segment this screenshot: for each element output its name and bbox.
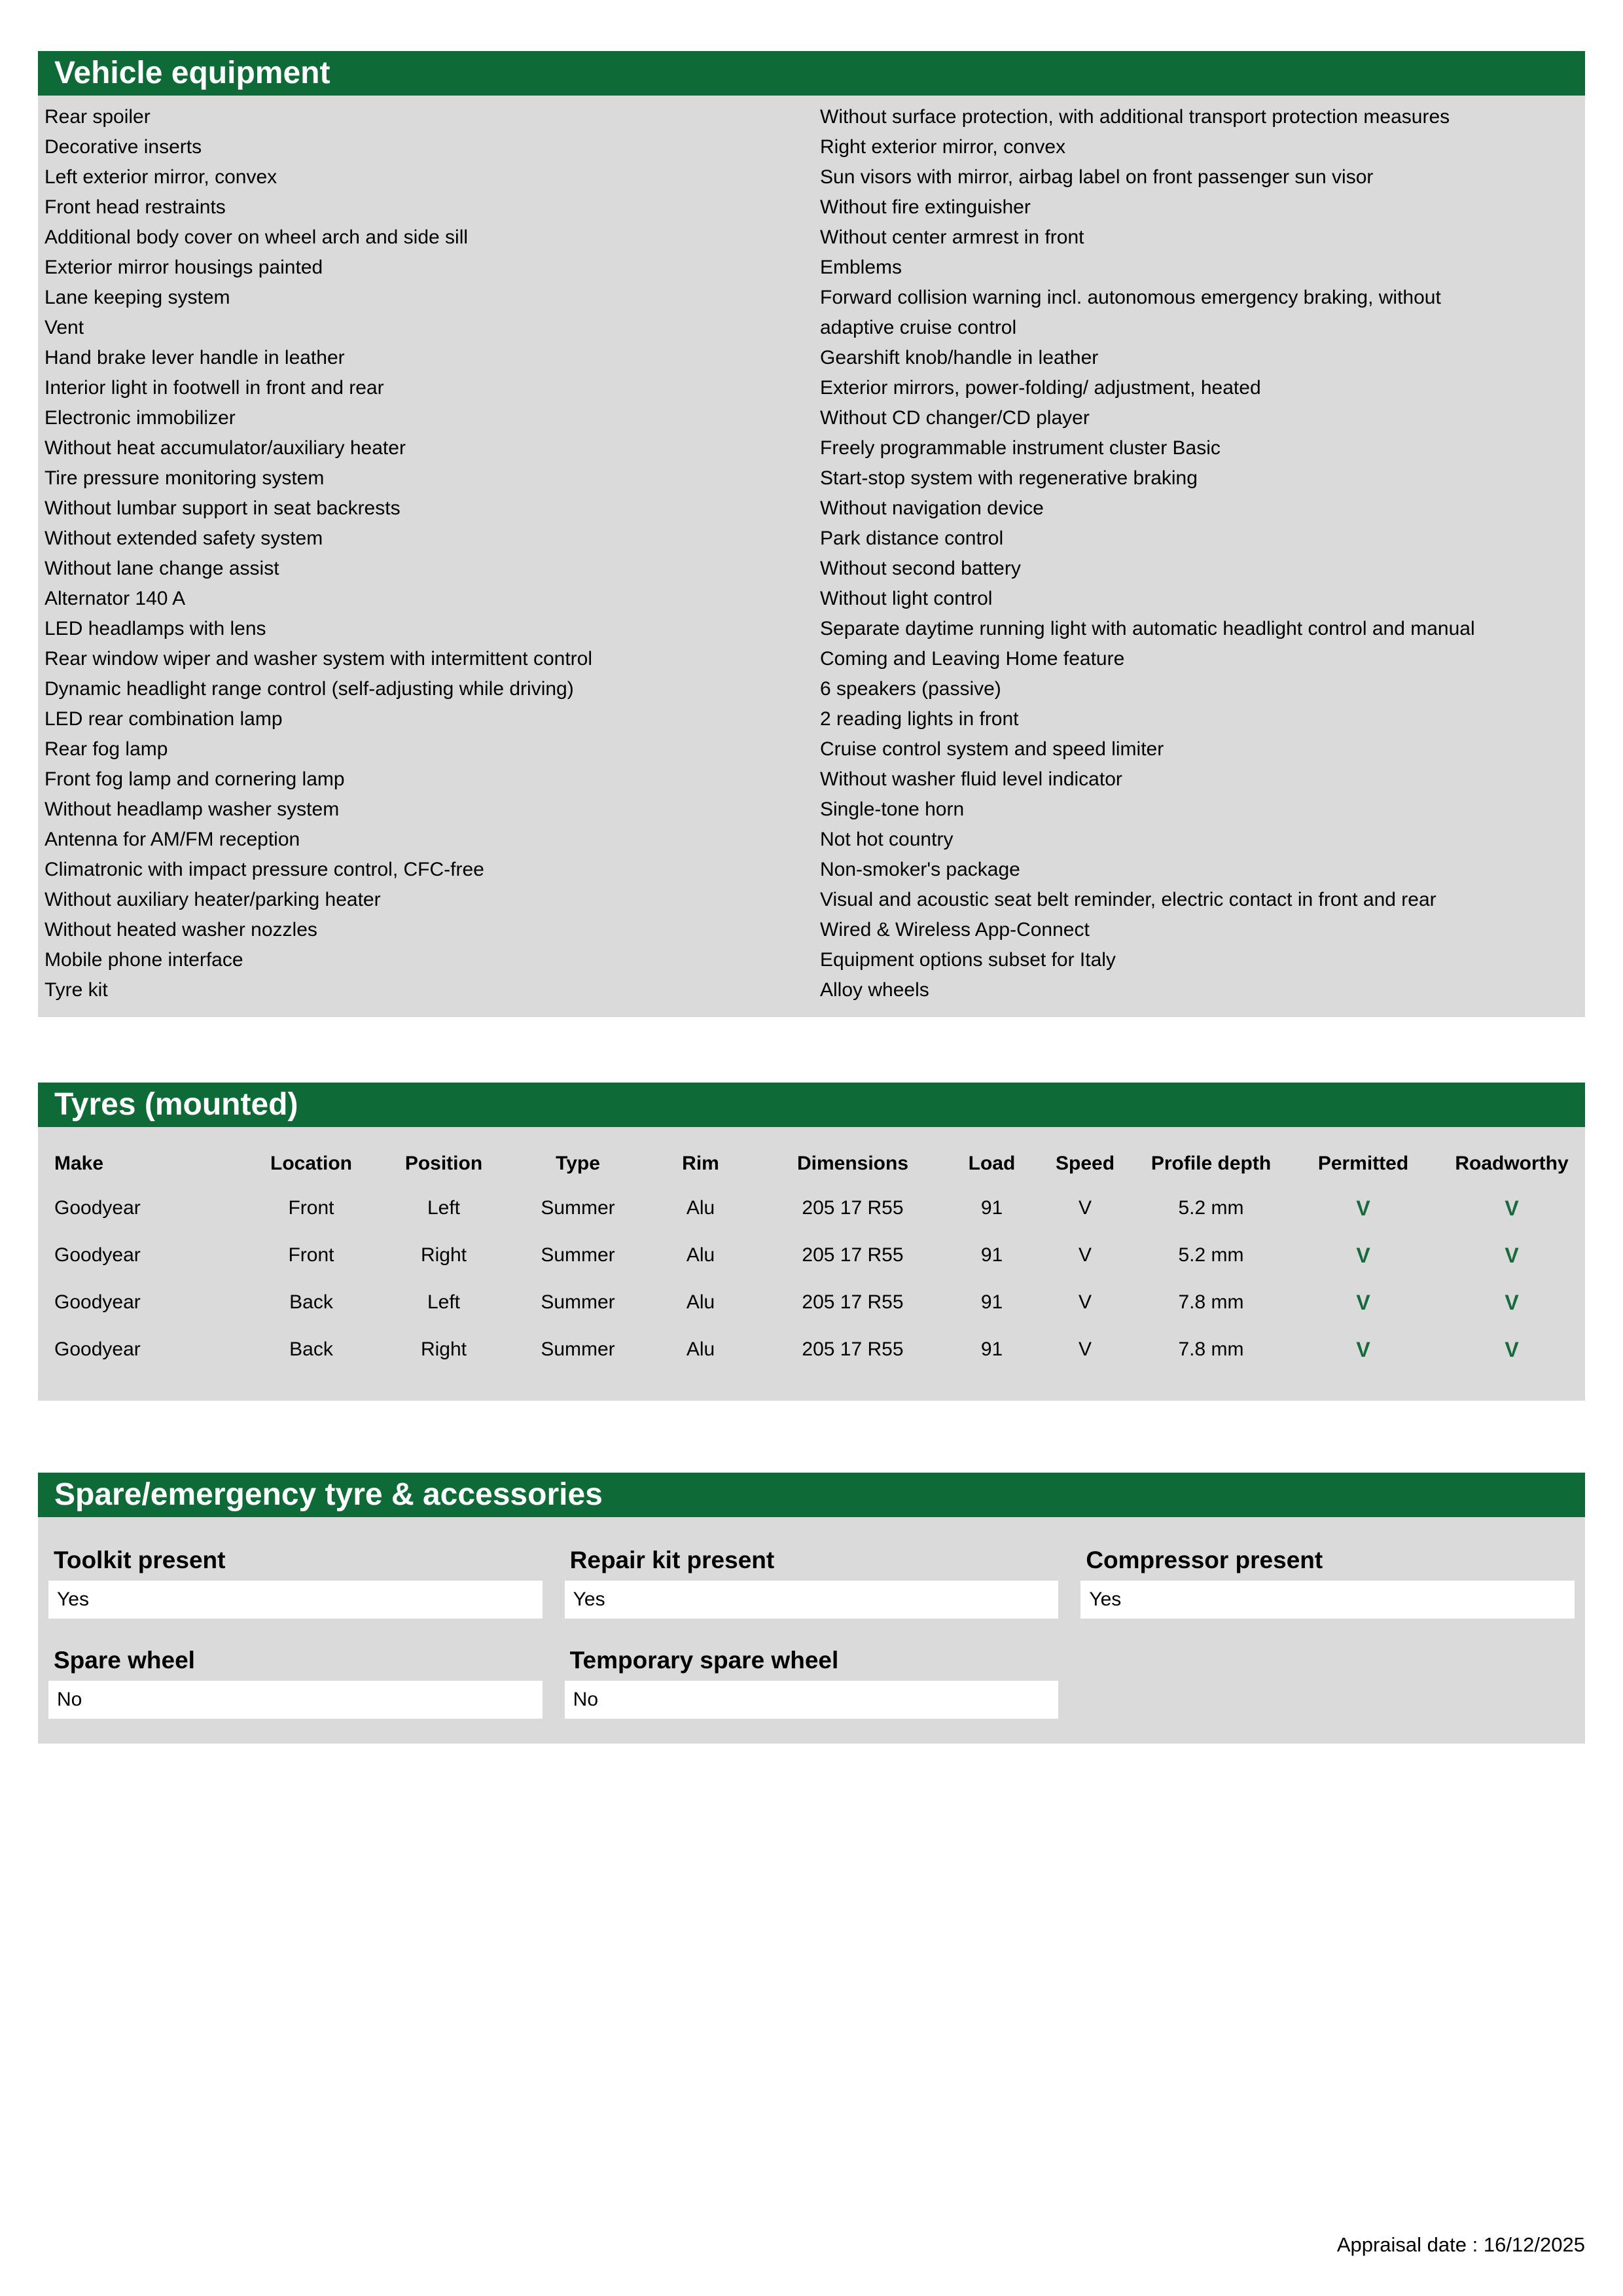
equipment-item: Without light control <box>820 588 993 609</box>
equipment-item: Dynamic headlight range control (self-adjusting while driving) <box>45 678 574 700</box>
tyre-roadworthy-check: V <box>1505 1196 1519 1220</box>
tyre-rim: Alu <box>686 1338 715 1360</box>
tyre-location: Back <box>289 1338 333 1360</box>
spare-field-value-box <box>48 1681 543 1719</box>
tyre-location: Front <box>288 1197 334 1219</box>
equipment-item: LED rear combination lamp <box>45 708 283 730</box>
spare-field-label: Compressor present <box>1086 1547 1323 1573</box>
tyres-column-header: Profile depth <box>1150 1153 1272 1174</box>
tyres-column-header: Position <box>404 1153 483 1174</box>
equipment-item: Electronic immobilizer <box>45 407 236 429</box>
tyre-roadworthy-check: V <box>1505 1337 1519 1361</box>
spare-field-value: Yes <box>573 1588 605 1610</box>
equipment-item: Exterior mirror housings painted <box>45 257 323 278</box>
tyre-dimensions: 205 17 R55 <box>802 1291 904 1313</box>
tyre-permitted-check: V <box>1356 1290 1370 1314</box>
tyre-dimensions: 205 17 R55 <box>802 1244 904 1266</box>
equipment-item: Rear spoiler <box>45 106 151 128</box>
equipment-item: Freely programmable instrument cluster Basic <box>820 437 1221 459</box>
equipment-item: Without second battery <box>820 558 1021 579</box>
tyre-make: Goodyear <box>54 1197 141 1219</box>
tyres-title: Tyres (mounted) <box>54 1087 298 1122</box>
equipment-item: Right exterior mirror, convex <box>820 136 1066 158</box>
tyre-rim: Alu <box>686 1291 715 1313</box>
equipment-item: Without lane change assist <box>45 558 279 579</box>
equipment-item: Without auxiliary heater/parking heater <box>45 889 381 910</box>
spare-field-value: No <box>573 1689 599 1710</box>
equipment-item: Non-smoker's package <box>820 859 1020 880</box>
equipment-item: Coming and Leaving Home feature <box>820 648 1125 670</box>
equipment-item: Left exterior mirror, convex <box>45 166 277 188</box>
equipment-item: Without extended safety system <box>45 528 323 549</box>
equipment-item: Interior light in footwell in front and rear <box>45 377 384 399</box>
equipment-item: Without heated washer nozzles <box>45 919 317 941</box>
spare-field <box>48 1646 543 1719</box>
equipment-item: Tyre kit <box>45 979 108 1001</box>
spare-field-value: Yes <box>1089 1588 1122 1610</box>
tyre-make: Goodyear <box>54 1291 141 1313</box>
tyre-dimensions: 205 17 R55 <box>802 1338 904 1360</box>
equipment-item: 6 speakers (passive) <box>820 678 1001 700</box>
tyre-rim: Alu <box>686 1244 715 1266</box>
equipment-item: Lane keeping system <box>45 287 230 308</box>
spare-field-label: Spare wheel <box>54 1647 195 1674</box>
tyre-position: Right <box>420 1244 467 1266</box>
equipment-item: Vent <box>45 317 84 338</box>
equipment-item: Climatronic with impact pressure control, CFC-free <box>45 859 484 880</box>
tyre-load: 91 <box>980 1338 1003 1360</box>
equipment-item: Mobile phone interface <box>45 949 243 971</box>
spare-tyre-title: Spare/emergency tyre & accessories <box>54 1477 603 1512</box>
tyre-profile-depth: 5.2 mm <box>1178 1244 1244 1266</box>
equipment-item: Sun visors with mirror, airbag label on front passenger sun visor <box>820 166 1374 188</box>
tyre-position: Left <box>427 1197 461 1219</box>
tyres-body <box>38 1127 1585 1401</box>
tyre-permitted-check: V <box>1356 1196 1370 1220</box>
spare-field-value-box <box>565 1681 1059 1719</box>
spare-field-value-box <box>48 1581 543 1619</box>
equipment-item: Without surface protection, with additional transport protection measures <box>820 106 1450 128</box>
vehicle-equipment-header <box>38 51 1585 96</box>
equipment-item: Without center armrest in front <box>820 226 1084 248</box>
tyre-roadworthy-check: V <box>1505 1290 1519 1314</box>
equipment-item: Front fog lamp and cornering lamp <box>45 768 345 790</box>
tyre-row <box>38 1326 1585 1373</box>
equipment-item: Wired & Wireless App-Connect <box>820 919 1090 941</box>
spare-field <box>565 1646 1059 1719</box>
equipment-item: Separate daytime running light with automatic headlight control and manual <box>820 618 1475 639</box>
spare-tyre-section <box>38 1473 1585 1744</box>
spare-tyre-body <box>38 1517 1585 1744</box>
equipment-item: Without navigation device <box>820 497 1044 519</box>
tyre-position: Right <box>420 1338 467 1360</box>
tyres-column-header: Load <box>968 1153 1016 1174</box>
tyre-permitted-check: V <box>1356 1337 1370 1361</box>
tyre-load: 91 <box>980 1291 1003 1313</box>
tyre-load: 91 <box>980 1244 1003 1266</box>
tyres-column-header: Rim <box>682 1153 719 1174</box>
equipment-item: Emblems <box>820 257 902 278</box>
tyres-rows <box>38 1185 1585 1373</box>
tyre-row <box>38 1279 1585 1326</box>
vehicle-equipment-title: Vehicle equipment <box>54 56 330 90</box>
tyres-header-row <box>38 1143 1585 1185</box>
equipment-item: Without heat accumulator/auxiliary heater <box>45 437 406 459</box>
tyre-location: Back <box>289 1291 333 1313</box>
spare-field-label: Toolkit present <box>54 1547 226 1573</box>
spare-field-value: No <box>57 1689 82 1710</box>
tyre-type: Summer <box>541 1244 615 1266</box>
equipment-item: Without lumbar support in seat backrests <box>45 497 401 519</box>
spare-field-value: Yes <box>57 1588 89 1610</box>
equipment-item: Alloy wheels <box>820 979 929 1001</box>
tyre-speed: V <box>1078 1197 1092 1219</box>
spare-field <box>48 1546 543 1619</box>
tyres-column-header: Location <box>270 1153 352 1174</box>
spare-field-label: Temporary spare wheel <box>569 1647 839 1674</box>
equipment-item: Antenna for AM/FM reception <box>45 829 300 850</box>
tyre-type: Summer <box>541 1197 615 1219</box>
vehicle-equipment-body <box>38 96 1585 1017</box>
tyre-make: Goodyear <box>54 1338 141 1360</box>
equipment-item: Without fire extinguisher <box>820 196 1031 218</box>
tyres-column-header: Make <box>54 1153 104 1174</box>
tyre-profile-depth: 7.8 mm <box>1178 1338 1244 1360</box>
equipment-item: Tire pressure monitoring system <box>45 467 325 489</box>
tyre-row <box>38 1232 1585 1279</box>
spare-field-value-box <box>565 1581 1059 1619</box>
equipment-item: Park distance control <box>820 528 1004 549</box>
tyres-table <box>38 1143 1585 1373</box>
tyre-roadworthy-check: V <box>1505 1243 1519 1267</box>
equipment-item: Exterior mirrors, power-folding/ adjustment, heated <box>820 377 1261 399</box>
tyre-profile-depth: 7.8 mm <box>1178 1291 1244 1313</box>
tyre-load: 91 <box>980 1197 1003 1219</box>
equipment-item: Rear fog lamp <box>45 738 168 760</box>
equipment-item: Decorative inserts <box>45 136 202 158</box>
tyre-profile-depth: 5.2 mm <box>1178 1197 1244 1219</box>
tyres-column-header: Type <box>556 1153 600 1174</box>
equipment-item: Hand brake lever handle in leather <box>45 347 345 368</box>
equipment-item: Without CD changer/CD player <box>820 407 1090 429</box>
tyres-header <box>38 1083 1585 1127</box>
equipment-item: Rear window wiper and washer system with intermittent control <box>45 648 592 670</box>
equipment-item: Cruise control system and speed limiter <box>820 738 1164 760</box>
spare-field-label: Repair kit present <box>569 1547 775 1573</box>
spare-field-value-box <box>1080 1581 1575 1619</box>
spare-field <box>1080 1546 1575 1619</box>
equipment-item: Visual and acoustic seat belt reminder, electric contact in front and rear <box>820 889 1436 910</box>
equipment-item: Without washer fluid level indicator <box>820 768 1122 790</box>
equipment-item: Not hot country <box>820 829 954 850</box>
equipment-item: Additional body cover on wheel arch and side sill <box>45 226 469 248</box>
equipment-item: LED headlamps with lens <box>45 618 266 639</box>
equipment-item: Single-tone horn <box>820 798 965 820</box>
tyres-column-header: Dimensions <box>796 1153 909 1174</box>
equipment-item: Start-stop system with regenerative braking <box>820 467 1198 489</box>
tyre-speed: V <box>1078 1244 1092 1266</box>
equipment-list-right <box>820 102 1576 1005</box>
tyres-column-header: Speed <box>1055 1153 1115 1174</box>
tyre-permitted-check: V <box>1356 1243 1370 1267</box>
tyres-column-header: Permitted <box>1317 1153 1409 1174</box>
spare-field <box>565 1546 1059 1619</box>
tyre-dimensions: 205 17 R55 <box>802 1197 904 1219</box>
tyres-column-header: Roadworthy <box>1455 1153 1569 1174</box>
tyre-type: Summer <box>541 1291 615 1313</box>
equipment-item: Front head restraints <box>45 196 226 218</box>
tyre-rim: Alu <box>686 1197 715 1219</box>
equipment-item: adaptive cruise control <box>820 317 1017 338</box>
equipment-item: Alternator 140 A <box>45 588 186 609</box>
tyre-type: Summer <box>541 1338 615 1360</box>
equipment-list-left <box>45 102 820 1005</box>
equipment-item: Equipment options subset for Italy <box>820 949 1116 971</box>
spare-tyre-header <box>38 1473 1585 1517</box>
tyre-make: Goodyear <box>54 1244 141 1266</box>
vehicle-equipment-section <box>38 0 1585 1017</box>
tyre-speed: V <box>1078 1338 1092 1360</box>
tyre-position: Left <box>427 1291 461 1313</box>
tyres-section <box>38 1083 1585 1401</box>
appraisal-date: Appraisal date : 16/12/2025 <box>1336 2233 1585 2256</box>
tyre-row <box>38 1185 1585 1232</box>
equipment-item: Without headlamp washer system <box>45 798 340 820</box>
equipment-item: Forward collision warning incl. autonomous emergency braking, without <box>820 287 1441 308</box>
tyre-speed: V <box>1078 1291 1092 1313</box>
equipment-item: 2 reading lights in front <box>820 708 1019 730</box>
equipment-item: Gearshift knob/handle in leather <box>820 347 1099 368</box>
tyre-location: Front <box>288 1244 334 1266</box>
